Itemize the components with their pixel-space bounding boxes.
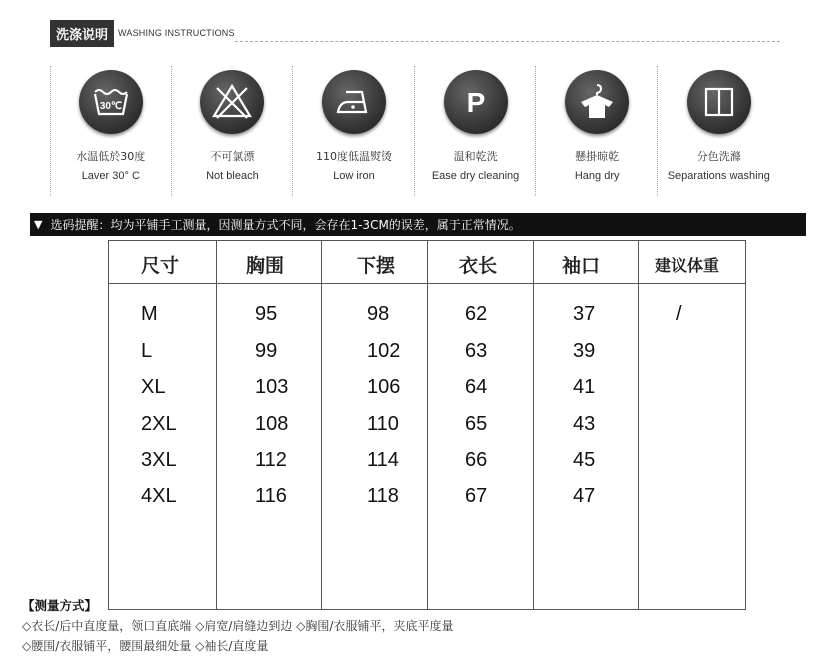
table-cell: L	[141, 340, 153, 362]
measurement-notes	[22, 596, 453, 656]
wash-label-zh: 不可氯漂	[210, 150, 255, 163]
header-length: 衣长	[459, 255, 498, 277]
measurement-title: 【测量方式】	[22, 598, 98, 613]
washing-title-en: WASHING INSTRUCTIONS	[118, 28, 235, 38]
table-cell: 98	[367, 303, 390, 325]
table-cell: 37	[573, 303, 596, 325]
wash-label-en: Laver 30° C	[81, 170, 140, 182]
measurement-line: ◇腰围/衣服铺平，腰围最细处量 ◇袖长/直度量	[22, 639, 269, 653]
table-cell: 47	[573, 485, 596, 507]
wash-item	[658, 60, 780, 200]
table-cell: 45	[573, 449, 596, 471]
table-divider	[427, 241, 428, 609]
wash-label-zh: 水温低於30度	[76, 150, 146, 163]
dry-clean-icon	[444, 70, 508, 134]
triangle-down-icon: ▼	[34, 218, 43, 231]
dry-clean-glyph: P	[466, 87, 485, 118]
low-iron-icon	[322, 70, 386, 134]
size-table	[108, 240, 746, 610]
table-cell: 99	[255, 340, 278, 362]
table-divider	[638, 241, 639, 609]
table-cell: 112	[255, 449, 287, 471]
table-divider	[321, 241, 322, 609]
table-cell: 110	[367, 413, 399, 435]
no-bleach-icon	[200, 70, 264, 134]
table-cell: 118	[367, 485, 399, 507]
size-notice-text: 选码提醒：均为平铺手工测量，因测量方式不同，会存在1-3CM的误差，属于正常情况。	[50, 218, 521, 232]
wash-item	[415, 60, 537, 200]
table-cell: 65	[465, 413, 488, 435]
washing-title-zh: 洗涤说明	[50, 20, 114, 47]
header-divider	[235, 41, 780, 42]
table-cell: 108	[255, 413, 289, 435]
table-cell: 116	[255, 485, 287, 507]
wash-item	[293, 60, 415, 200]
wash-label-zh: 分色洗滌	[696, 150, 741, 163]
table-divider	[533, 241, 534, 609]
table-header-divider	[109, 283, 745, 284]
table-cell: 41	[573, 376, 596, 398]
table-cell: 4XL	[141, 485, 177, 507]
header-chest: 胸围	[246, 255, 285, 277]
table-cell: 106	[367, 376, 401, 398]
header-cuff: 袖口	[562, 255, 601, 277]
wash-icons-row	[50, 60, 780, 200]
wash-label-zh: 温和乾洗	[453, 150, 498, 163]
header-weight: 建议体重	[655, 256, 720, 275]
table-cell: 114	[367, 449, 399, 471]
table-cell: 39	[573, 340, 596, 362]
wash-label-zh: 懸掛晾乾	[575, 150, 620, 163]
table-cell: 102	[367, 340, 401, 362]
header-hem: 下摆	[357, 255, 396, 277]
hang-dry-icon	[565, 70, 629, 134]
wash-temp-glyph: 30℃	[99, 101, 122, 112]
table-cell: 43	[573, 413, 596, 435]
wash-label-zh: 110度低温熨烫	[315, 150, 392, 163]
table-cell: 103	[255, 376, 289, 398]
wash-label-en: Separations washing	[667, 170, 770, 182]
table-cell: 66	[465, 449, 488, 471]
table-cell: M	[141, 303, 158, 325]
washing-header	[50, 20, 235, 46]
table-cell: XL	[141, 376, 166, 398]
table-cell: 3XL	[141, 449, 177, 471]
header-size: 尺寸	[141, 255, 180, 277]
size-notice-bar	[30, 213, 806, 236]
table-cell: 67	[465, 485, 488, 507]
table-cell: 64	[465, 376, 488, 398]
table-cell: /	[676, 303, 682, 325]
table-divider	[216, 241, 217, 609]
wash-30-icon	[79, 70, 143, 134]
wash-label-en: Ease dry cleaning	[431, 170, 520, 182]
table-cell: 62	[465, 303, 488, 325]
separate-wash-icon	[687, 70, 751, 134]
wash-item	[50, 60, 172, 200]
wash-item	[536, 60, 658, 200]
wash-label-en: Low iron	[333, 170, 375, 182]
table-cell: 95	[255, 303, 278, 325]
table-cell: 2XL	[141, 413, 177, 435]
wash-label-en: Not bleach	[206, 170, 259, 182]
measurement-line: ◇衣长/后中直度量，领口直底端 ◇肩宽/肩缝边到边 ◇胸围/衣服铺平，夹底平度量	[22, 619, 454, 633]
wash-label-en: Hang dry	[574, 170, 620, 182]
table-cell: 63	[465, 340, 488, 362]
wash-item	[172, 60, 294, 200]
